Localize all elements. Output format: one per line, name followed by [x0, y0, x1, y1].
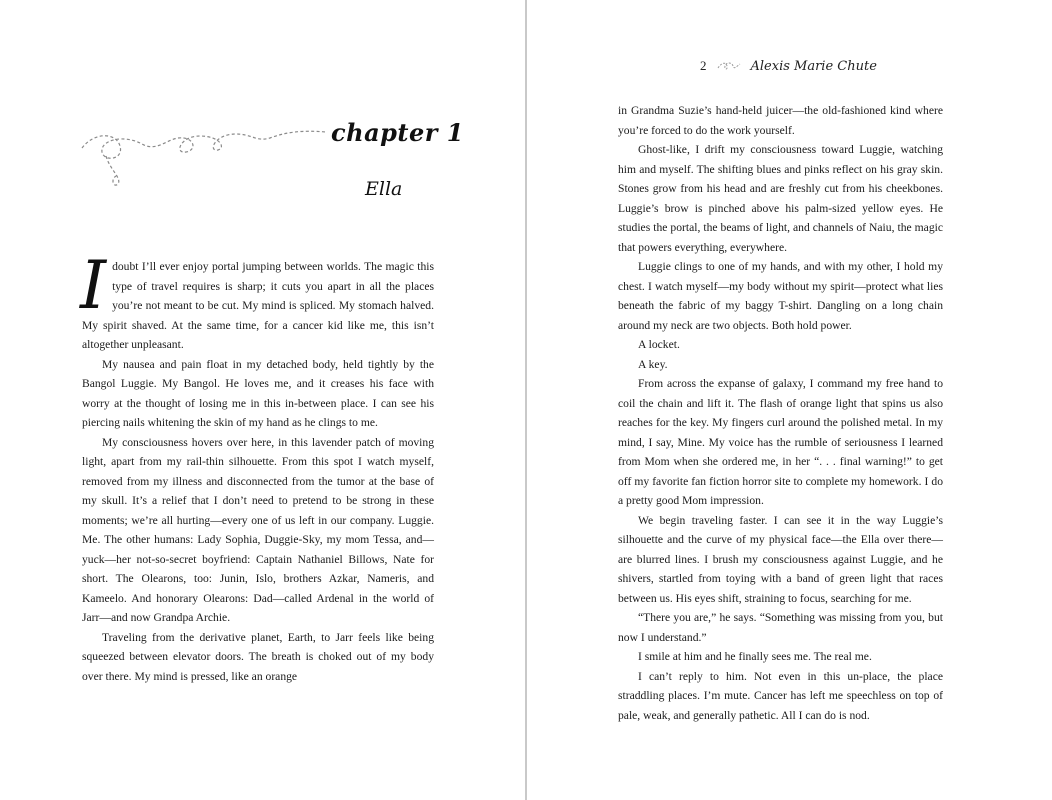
paragraph: I smile at him and he finally sees me. The real me. — [638, 650, 872, 663]
paragraph: in Grandma Suzie’s hand-held juicer—the old-fashioned kind where you’re forced to do the work yourself. — [618, 104, 943, 137]
paragraph: A key. — [638, 357, 668, 371]
paragraph: Luggie clings to one of my hands, and with my other, I hold my chest. I watch myself—my body without my spirit—protect what lies beneath the fabric of my baggy T-shirt. Dangling on a long chain around my neck are two objects. Both hold power. — [618, 260, 943, 332]
paragraph: My consciousness hovers over here, in this lavender patch of moving light, apart from my rail-thin silhouette. From this spot I watch myself, removed from my illness and disconnected from the tumor at the base of my skull. It’s a relief that I don’t need to pretend to be strong in these moments; we’re all hurting—every one of us left in our company. Luggie. Me. The other humans: Lady Sophia, Duggie-Sky, my mom Tessa, and—yuck—her not-so-secret boyfriend: Captain Nathaniel Billows, Nate for short. The Olearons, too: Junin, Islo, brothers Azkar, Nameris, and Kameelo. And honorary Olearons: Dad—called Ardenal in the world of Jarr—and now Grandpa Archie. — [82, 435, 434, 624]
paragraph: We begin traveling faster. I can see it in the way Luggie’s silhouette and the curve of my physical face—the Ella over there—are blurred lines. I brush my consciousness against Luggie, and he shivers, startled from toying with a band of green light that races between us. His eyes shift, straining to focus, searching for me. — [618, 513, 943, 605]
paragraph: Ghost-like, I drift my consciousness toward Luggie, watching him and myself. The shifting blues and pinks reflect on his gray skin. Stones grow from his head and are freshly cut from his cheekbones. Luggie’s brow is pinched above his palm-sized yellow eyes. He studies the portal, the beams of light, and channels of Naiu, the magic that powers everything, everywhere. — [618, 143, 943, 254]
paragraph: From across the expanse of galaxy, I command my free hand to coil the chain and lift it. The flash of orange light that spins us also reaches for the key. My fingers curl around the polished metal. In my mind, I say, Mine. My voice has the rumble of seriousness I learned from Mom when she ordered me, in her “. . . final warning!” to get off my favorite fan fiction horror site to complete my homework. I do a pretty good Mom impression. — [618, 377, 943, 507]
flourish-icon — [717, 60, 741, 72]
left-page — [0, 0, 525, 800]
paragraph: Traveling from the derivative planet, Earth, to Jarr feels like being squeezed between elevator doors. The breath is choked out of my body over there. My mind is pressed, like an orange — [82, 630, 434, 683]
paragraph: Idoubt I’ll ever enjoy portal jumping between worlds. The magic this type of travel requires is sharp; it cuts you apart in all the places you’re not meant to be cut. My mind is spliced. My stomach halved. My spirit shaved. At the same time, for a cancer kid like me, this isn’t altogether unpleasant. — [80, 247, 434, 351]
swirl-ornament — [80, 118, 330, 190]
chapter-character-name: Ella — [365, 178, 403, 200]
paragraph: My nausea and pain float in my detached body, held tightly by the Bangol Luggie. My Bangol. He loves me, and it creases his face with worry at the thought of losing me in this in-between place. I can see his piercing nails whitening the skin of my hand as he clings to me. — [82, 357, 434, 429]
left-page-body — [80, 247, 434, 686]
paragraph: “There you are,” he says. “Something was missing from you, but now I understand.” — [618, 611, 943, 644]
running-head — [700, 55, 877, 77]
paragraph: I can’t reply to him. Not even in this un-place, the place straddling places. I’m mute. Cancer has left me speechless on top of pale, weak, and generally pathetic. All I can do is nod. — [618, 669, 943, 722]
chapter-label: chapter 1 — [331, 118, 464, 147]
page-number: 2 — [700, 58, 707, 73]
drop-cap: I — [80, 247, 107, 324]
right-page-body — [618, 101, 943, 725]
paragraph: A locket. — [638, 338, 680, 351]
author-name: Alexis Marie Chute — [750, 58, 877, 74]
